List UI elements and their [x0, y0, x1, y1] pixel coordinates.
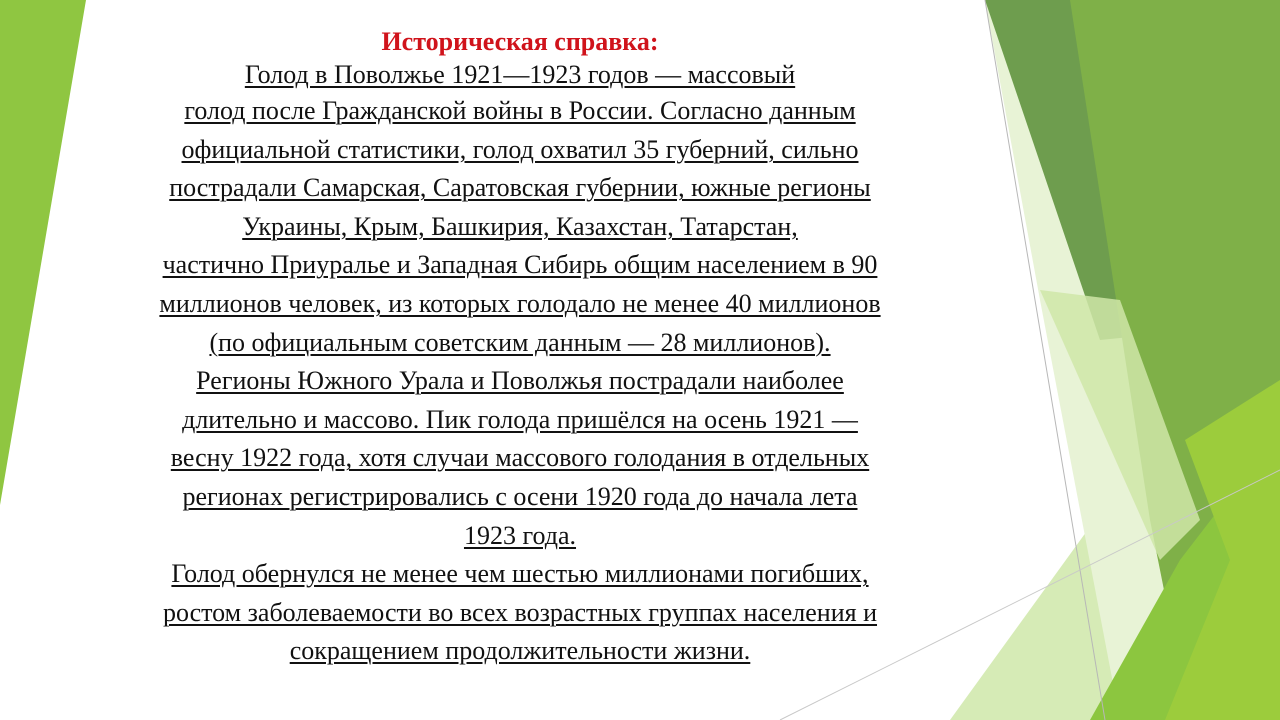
- text-line: частично Приуралье и Западная Сибирь общим населением в 90: [162, 250, 878, 280]
- text-line: ростом заболеваемости во всех возрастных группах населения и: [162, 597, 878, 627]
- text-line: 1923 года.: [463, 520, 577, 550]
- text-line: Украины, Крым, Башкирия, Казахстан, Татарстан,: [242, 211, 798, 241]
- text-line: Голод в Поволжье 1921—1923 годов — массовый: [244, 60, 796, 89]
- text-line: пострадали Самарская, Саратовская губернии, южные регионы: [169, 173, 871, 203]
- text-line: Регионы Южного Урала и Поволжья пострадали наиболее: [196, 366, 844, 396]
- historical-note: [70, 26, 970, 671]
- text-line: официальной статистики, голод охватил 35 губерний, сильно: [181, 134, 859, 164]
- text-line: длительно и массово. Пик голода пришёлся на осень 1921 —: [182, 404, 858, 434]
- text-line: сокращением продолжительности жизни.: [289, 636, 751, 666]
- text-line: миллионов человек, из которых голодало не менее 40 миллионов: [159, 288, 881, 318]
- text-line: Голод обернулся не менее чем шестью миллионами погибших,: [171, 559, 869, 589]
- text-line: голод после Гражданской войны в России. Согласно данным: [184, 96, 856, 125]
- slide-title: Историческая справка:: [381, 27, 659, 56]
- text-line: регионах регистрировались с осени 1920 года до начала лета: [182, 481, 858, 511]
- text-line: (по официальным советским данным — 28 миллионов).: [209, 327, 831, 357]
- text-line: весну 1922 года, хотя случаи массового голодания в отдельных: [170, 443, 870, 473]
